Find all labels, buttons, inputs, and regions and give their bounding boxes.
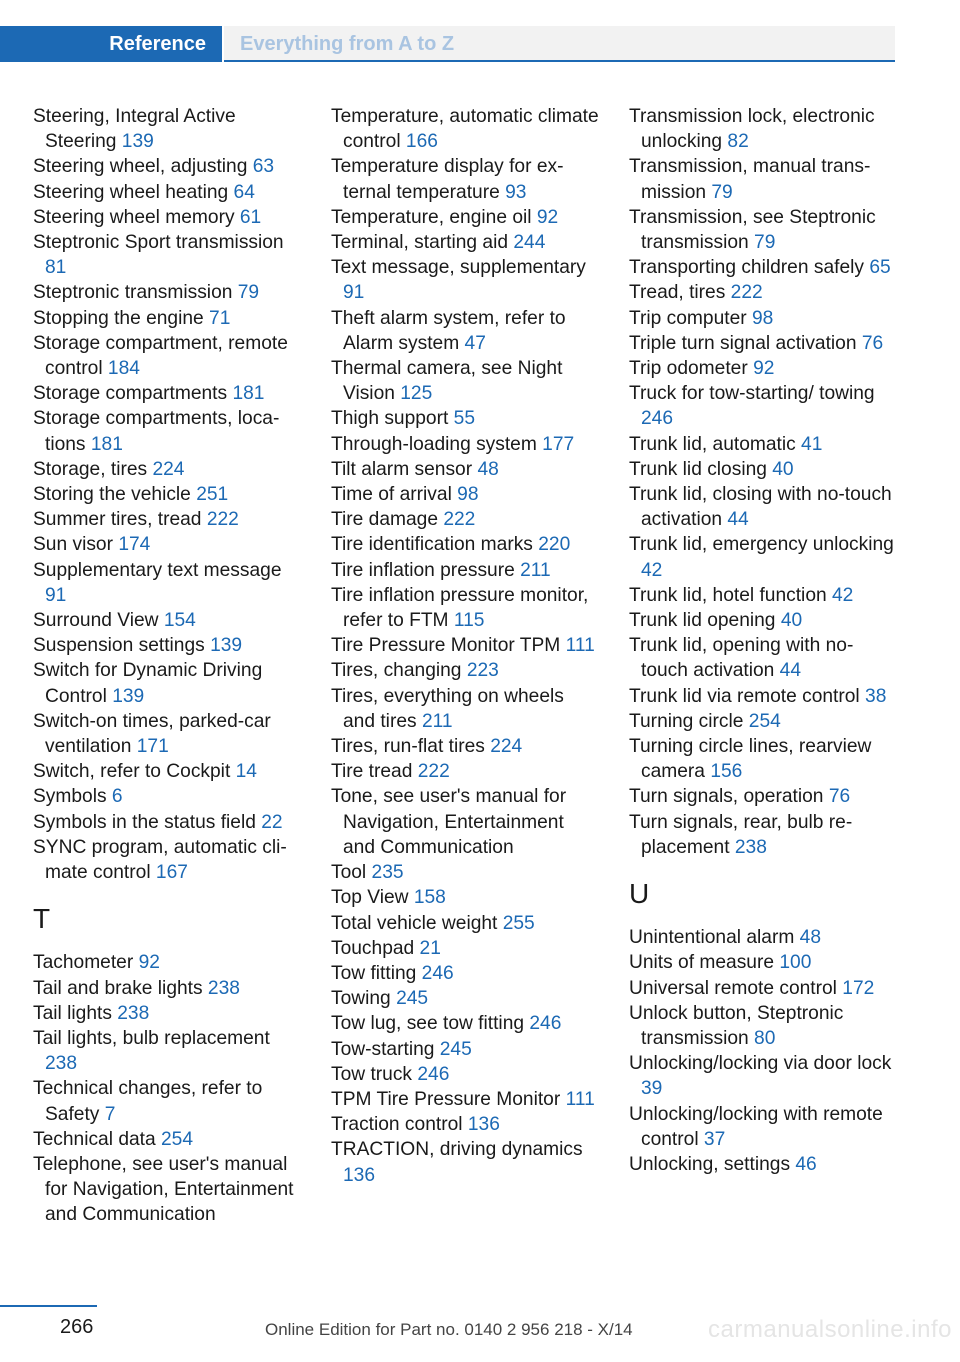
page-link[interactable]: 220 (538, 534, 571, 556)
page-link[interactable]: 171 (136, 736, 169, 758)
index-entry-text: Turn signals, rear, bulb replacement (629, 811, 853, 858)
index-entry (629, 154, 899, 204)
index-entry-text: Terminal, starting aid (331, 232, 514, 254)
page-link[interactable]: 111 (565, 635, 595, 657)
page-link[interactable]: 222 (417, 761, 450, 783)
index-entry-text: Steptronic Sport transmission (33, 232, 284, 254)
index-entry-text: Trunk lid, closing with no-touch activation (629, 484, 892, 531)
page-link[interactable]: 136 (467, 1114, 500, 1136)
index-entry (33, 950, 303, 975)
page-link[interactable]: 100 (779, 952, 812, 974)
index-entry (629, 709, 899, 734)
index-entry (331, 986, 599, 1011)
page-link[interactable]: 61 (239, 206, 262, 228)
page-link[interactable]: 211 (421, 710, 453, 732)
index-entry (33, 709, 303, 759)
index-entry-text: Tone, see user's manual for Navigation, Entertainment and Communication (331, 786, 567, 858)
page-link[interactable]: 246 (641, 408, 674, 430)
index-entry-text: Unlocking/locking via door lock (629, 1053, 892, 1075)
index-entry-text: Steering wheel, adjusting (33, 156, 253, 178)
index-entry-text: Towing (331, 988, 397, 1010)
page-link[interactable]: 222 (443, 509, 476, 531)
index-entry-text: Tires, run-flat tires (331, 736, 491, 758)
index-entry (33, 331, 303, 381)
index-entry-text: Turning circle lines, rearview camera (629, 736, 872, 783)
index-entry-text: Tachometer (33, 952, 139, 974)
index-entry (33, 280, 303, 305)
index-entry-text: Surround View (33, 610, 164, 632)
index-entry (331, 356, 599, 406)
index-entry-text: Supplementary text message (33, 559, 282, 581)
index-entry-text: Storage, tires (33, 458, 153, 480)
index-entry-text: Turn signals, operation (629, 786, 829, 808)
index-entry (331, 658, 599, 683)
index-entry-text: Thermal camera, see Night Vision (331, 358, 563, 405)
page-link[interactable]: 47 (464, 332, 486, 354)
page-link[interactable]: 48 (799, 927, 821, 949)
page-link[interactable]: 166 (405, 131, 438, 153)
index-entry (629, 1102, 899, 1152)
page-link[interactable]: 44 (727, 509, 749, 531)
page-link[interactable]: 238 (117, 1002, 150, 1024)
index-entry (33, 658, 303, 708)
index-entry (629, 633, 899, 683)
page-link[interactable]: 92 (138, 952, 160, 974)
page-link[interactable]: 235 (371, 862, 404, 884)
page-link[interactable]: 40 (772, 458, 794, 480)
page-link[interactable]: 79 (754, 232, 776, 254)
index-entry-text: Transmission, see Steptronic transmission (629, 206, 876, 254)
index-entry (629, 457, 899, 482)
index-entry (33, 180, 303, 205)
edition-note: Online Edition for Part no. 0140 2 956 218 - X/14 (265, 1320, 633, 1339)
index-entry-text: Unintentional alarm (629, 927, 800, 949)
index-entry-text: Tire identification marks (331, 534, 539, 556)
index-entry (629, 976, 899, 1001)
index-entry (331, 432, 599, 457)
index-entry-text: Thigh support (331, 408, 454, 430)
page-link[interactable]: 46 (795, 1153, 817, 1175)
index-entry-text: Universal remote control (629, 977, 843, 999)
index-entry-text: Steering wheel memory (33, 206, 240, 228)
page-link[interactable]: 224 (490, 736, 523, 758)
index-entry (629, 306, 899, 331)
page-link[interactable]: 64 (233, 181, 255, 203)
index-entry (629, 925, 899, 950)
page-link[interactable]: 246 (529, 1013, 562, 1035)
page-link[interactable]: 42 (832, 584, 854, 606)
index-entry (331, 936, 599, 961)
index-entry (629, 734, 899, 784)
page-link[interactable]: 251 (196, 484, 229, 506)
index-entry-text: Tow fitting (331, 962, 422, 984)
index-entry (331, 734, 599, 759)
index-entry (629, 950, 899, 975)
index-entry-text: Trunk lid, automatic (629, 433, 802, 455)
index-entry-text: Steptronic transmission (33, 282, 238, 304)
index-entry (33, 1076, 303, 1126)
index-entry-text: Trip computer (629, 307, 752, 329)
page-link[interactable]: 91 (45, 584, 67, 606)
page-link[interactable]: 21 (419, 937, 441, 959)
index-entry-text: Trunk lid, emergency unlocking (629, 534, 894, 556)
index-entry (629, 280, 899, 305)
index-entry (629, 1001, 899, 1051)
page-link[interactable]: 184 (107, 358, 140, 380)
index-entry (629, 482, 899, 532)
index-entry (331, 911, 599, 936)
page-link[interactable]: 238 (734, 836, 767, 858)
index-entry-text: Summer tires, tread (33, 509, 207, 531)
index-entry-text: Touchpad (331, 937, 420, 959)
index-entry-text: Suspension settings (33, 635, 211, 657)
index-entry-text: Technical changes, refer to Safety (33, 1078, 263, 1125)
page-link[interactable]: 93 (505, 181, 527, 203)
index-entry (331, 306, 599, 356)
index-entry (331, 230, 599, 255)
index-letter-heading: T (33, 903, 51, 935)
index-entry-text: Steering wheel heating (33, 181, 234, 203)
page-link[interactable]: 254 (748, 710, 781, 732)
page-link[interactable]: 139 (121, 131, 154, 153)
index-entry (33, 759, 303, 784)
index-entry-text: Steering, Integral Active Steering (33, 106, 236, 153)
index-entry-text: Tires, changing (331, 660, 467, 682)
index-entry-text: TPM Tire Pressure Monitor (331, 1088, 566, 1110)
index-entry (629, 104, 899, 154)
index-entry (629, 810, 899, 860)
index-entry-text: Text message, supplementary (331, 257, 586, 279)
index-entry (33, 406, 303, 456)
page-link[interactable]: 71 (209, 307, 231, 329)
page-link[interactable]: 139 (112, 685, 145, 707)
index-letter-heading: U (629, 878, 650, 910)
index-entry (33, 1026, 303, 1076)
index-entry (33, 784, 303, 809)
page-number: 266 (60, 1316, 94, 1338)
page-link[interactable]: 125 (400, 383, 433, 405)
index-entry-text: Tail lights (33, 1002, 118, 1024)
index-entry (33, 810, 303, 835)
index-entry (331, 759, 599, 784)
index-entry-text: Temperature, engine oil (331, 206, 537, 228)
page-link[interactable]: 172 (842, 977, 875, 999)
index-entry-text: Triple turn signal activation (629, 332, 862, 354)
index-entry (33, 1152, 303, 1228)
index-entry (33, 835, 303, 885)
index-entry (331, 860, 599, 885)
page-link[interactable]: 98 (751, 307, 774, 329)
index-entry (629, 608, 899, 633)
index-entry-text: Tire damage (331, 509, 444, 531)
index-entry (629, 583, 899, 608)
page-link[interactable]: 156 (710, 761, 743, 783)
index-entry (629, 684, 899, 709)
index-entry (33, 230, 303, 280)
index-entry-text: Stopping the engine (33, 307, 210, 329)
page-link[interactable]: 65 (869, 257, 891, 279)
index-entry (331, 784, 599, 860)
footer-rule (0, 1305, 97, 1307)
page-link[interactable]: 6 (111, 786, 123, 808)
index-entry-text: Unlock button, Steptronic transmission (629, 1002, 844, 1049)
page-link[interactable]: 223 (466, 660, 499, 682)
index-entry (629, 205, 899, 255)
page-link[interactable]: 38 (865, 685, 887, 707)
index-entry-text: Tread, tires (629, 282, 731, 304)
index-column-3 (629, 104, 899, 1177)
index-entry (33, 558, 303, 608)
index-column-2 (331, 104, 599, 1188)
page-link[interactable]: 255 (502, 912, 535, 934)
index-entry (33, 507, 303, 532)
index-entry-text: Symbols (33, 786, 112, 808)
index-entry (629, 784, 899, 809)
index-entry (629, 432, 899, 457)
index-entry (33, 976, 303, 1001)
index-entry (629, 381, 899, 431)
page-link[interactable]: 98 (457, 484, 479, 506)
index-entry (331, 885, 599, 910)
page-link[interactable]: 174 (118, 534, 151, 556)
index-entry-text: Top View (331, 887, 414, 909)
index-entry (33, 154, 303, 179)
index-entry (33, 1001, 303, 1026)
page-link[interactable]: 246 (417, 1063, 450, 1085)
index-entry (331, 583, 599, 633)
page-link[interactable]: 76 (828, 786, 851, 808)
page-link[interactable]: 139 (210, 635, 243, 657)
index-entry (331, 1137, 599, 1187)
index-entry-text: Tool (331, 862, 372, 884)
index-entry-text: Tow truck (331, 1063, 418, 1085)
index-entry-text: TRACTION, driving dynamics (331, 1139, 583, 1161)
page-link[interactable]: 244 (513, 232, 546, 254)
page-link[interactable]: 245 (396, 988, 429, 1010)
page-link[interactable]: 7 (104, 1103, 116, 1125)
index-entry-text: Trunk lid via remote control (629, 685, 866, 707)
index-entry-text: Transmission lock, electronic unlocking (629, 106, 875, 153)
index-entry-text: Trunk lid opening (629, 610, 781, 632)
index-entry-text: Unlocking/locking with remote control (629, 1103, 883, 1150)
index-entry (331, 255, 599, 305)
page-link[interactable]: 92 (536, 206, 559, 228)
index-entry (331, 684, 599, 734)
index-entry-text: Transporting children safely (629, 257, 870, 279)
page-link[interactable]: 41 (801, 433, 823, 455)
page-link[interactable]: 55 (453, 408, 476, 430)
page-link[interactable]: 136 (343, 1164, 376, 1186)
index-entry-text: Traction control (331, 1114, 468, 1136)
index-entry (331, 1087, 599, 1112)
index-entry-text: Telephone, see user's manual for Navigation, Entertainment and Communication (33, 1153, 294, 1226)
page-link[interactable]: 42 (641, 559, 663, 581)
index-entry-text: Total vehicle weight (331, 912, 503, 934)
page-link[interactable]: 254 (161, 1128, 194, 1150)
page-link[interactable]: 76 (861, 332, 884, 354)
page-link[interactable]: 111 (565, 1088, 595, 1110)
page-link[interactable]: 48 (477, 458, 499, 480)
index-entry (331, 558, 599, 583)
page-link[interactable]: 224 (152, 458, 185, 480)
index-entry-text: Temperature display for external temperature (331, 156, 564, 203)
index-entry-text: Time of arrival (331, 484, 458, 506)
index-entry-text: Transmission, manual transmission (629, 156, 871, 203)
page-link[interactable]: 82 (727, 131, 749, 153)
index-entry (33, 482, 303, 507)
page-link[interactable]: 39 (641, 1078, 663, 1100)
page-link[interactable]: 238 (45, 1053, 78, 1075)
index-entry-text: Storage compartments, locations (33, 408, 280, 455)
page-link[interactable]: 177 (542, 433, 575, 455)
index-entry-text: Tow lug, see tow fitting (331, 1013, 530, 1035)
index-entry-text: Tilt alarm sensor (331, 458, 478, 480)
index-entry (331, 1112, 599, 1137)
index-entry (629, 255, 899, 280)
index-entry-text: Trip odometer (629, 358, 754, 380)
index-entry-text: Technical data (33, 1128, 161, 1150)
index-entry-text: Units of measure (629, 952, 780, 974)
index-entry-text: Trunk lid, hotel function (629, 584, 832, 606)
index-entry (331, 1062, 599, 1087)
page-link[interactable]: 181 (90, 433, 123, 455)
index-entry (331, 633, 599, 658)
index-entry (331, 482, 599, 507)
index-entry (629, 356, 899, 381)
page-link[interactable]: 22 (261, 811, 283, 833)
section-tab: Reference (0, 26, 222, 62)
page-link[interactable]: 37 (703, 1128, 726, 1150)
page-link[interactable]: 115 (453, 610, 485, 632)
index-entry-text: Truck for tow-starting/ towing (629, 383, 875, 405)
subsection-tab: Everything from A to Z (224, 26, 895, 62)
index-entry (331, 104, 599, 154)
index-entry (33, 381, 303, 406)
index-entry-text: Through-loading system (331, 433, 543, 455)
page-link[interactable]: 246 (421, 962, 454, 984)
index-entry-text: Turning circle (629, 710, 749, 732)
index-entry (33, 1127, 303, 1152)
index-entry-text: Tires, everything on wheels and tires (331, 685, 564, 732)
index-entry (33, 104, 303, 154)
page-link[interactable]: 40 (780, 610, 803, 632)
index-entry-text: Tow-starting (331, 1038, 440, 1060)
index-entry-text: Storage compartment, remote control (33, 332, 288, 380)
page-link[interactable]: 80 (754, 1027, 776, 1049)
page-link[interactable]: 167 (155, 862, 188, 884)
page-link[interactable]: 91 (343, 282, 365, 304)
index-entry (331, 406, 599, 431)
page-link[interactable]: 238 (207, 977, 240, 999)
index-entry-text: Trunk lid closing (629, 458, 773, 480)
page-link[interactable]: 14 (235, 761, 257, 783)
index-entry-text: Storage compartments (33, 383, 233, 405)
index-entry-text: Symbols in the status field (33, 811, 262, 833)
index-entry (331, 154, 599, 204)
index-entry-text: Unlocking, settings (629, 1153, 796, 1175)
index-entry (331, 457, 599, 482)
page-link[interactable]: 81 (45, 257, 67, 279)
index-entry-text: Theft alarm system, refer to Alarm system (331, 307, 566, 354)
page-link[interactable]: 92 (753, 358, 775, 380)
index-entry-text: Tire inflation pressure (331, 559, 521, 581)
index-entry (33, 532, 303, 557)
index-column-1 (33, 104, 303, 1228)
page-link[interactable]: 211 (520, 559, 551, 581)
page-link[interactable]: 79 (237, 282, 260, 304)
index-entry (331, 507, 599, 532)
index-entry (331, 1011, 599, 1036)
index-entry-text: Tire inflation pressure monitor, refer to FTM (331, 584, 589, 632)
index-entry-text: SYNC program, automatic climate control (33, 836, 287, 884)
index-entry (629, 1152, 899, 1177)
index-entry-text: Storing the vehicle (33, 484, 197, 506)
index-entry (33, 633, 303, 658)
index-entry-text: Switch, refer to Cockpit (33, 761, 236, 783)
index-entry-text: Tail and brake lights (33, 977, 208, 999)
index-entry (629, 1051, 899, 1101)
page-link[interactable]: 79 (711, 181, 733, 203)
index-entry-text: Sun visor (33, 534, 119, 556)
index-entry (331, 961, 599, 986)
watermark: carmanualsonline.info (708, 1316, 952, 1343)
page-header (0, 26, 895, 62)
index-entry-text: Tire Pressure Monitor TPM (331, 635, 566, 657)
page-link[interactable]: 154 (163, 610, 196, 632)
page-link[interactable]: 181 (232, 383, 265, 405)
index-entry (331, 1037, 599, 1062)
index-entry (629, 532, 899, 582)
index-entry (331, 532, 599, 557)
index-entry (33, 457, 303, 482)
page-link[interactable]: 222 (206, 509, 239, 531)
index-entry (33, 608, 303, 633)
page-link[interactable]: 44 (779, 660, 802, 682)
index-entry-text: Trunk lid, opening with no-touch activation (629, 635, 854, 682)
index-entry (331, 205, 599, 230)
index-entry-text: Temperature, automatic climate control (331, 106, 599, 153)
index-entry (33, 205, 303, 230)
index-entry (629, 331, 899, 356)
index-entry (33, 306, 303, 331)
page-link[interactable]: 222 (730, 282, 763, 304)
index-entry-text: Tail lights, bulb replacement (33, 1027, 270, 1049)
page-link[interactable]: 158 (413, 887, 446, 909)
page-link[interactable]: 245 (439, 1038, 472, 1060)
page-link[interactable]: 63 (252, 156, 275, 178)
header-rule (224, 60, 895, 62)
index-entry-text: Switch for Dynamic Driving Control (33, 660, 263, 707)
index-entry-text: Tire tread (331, 761, 418, 783)
index-entry-text: Switch-on times, parked-car ventilation (33, 710, 271, 758)
